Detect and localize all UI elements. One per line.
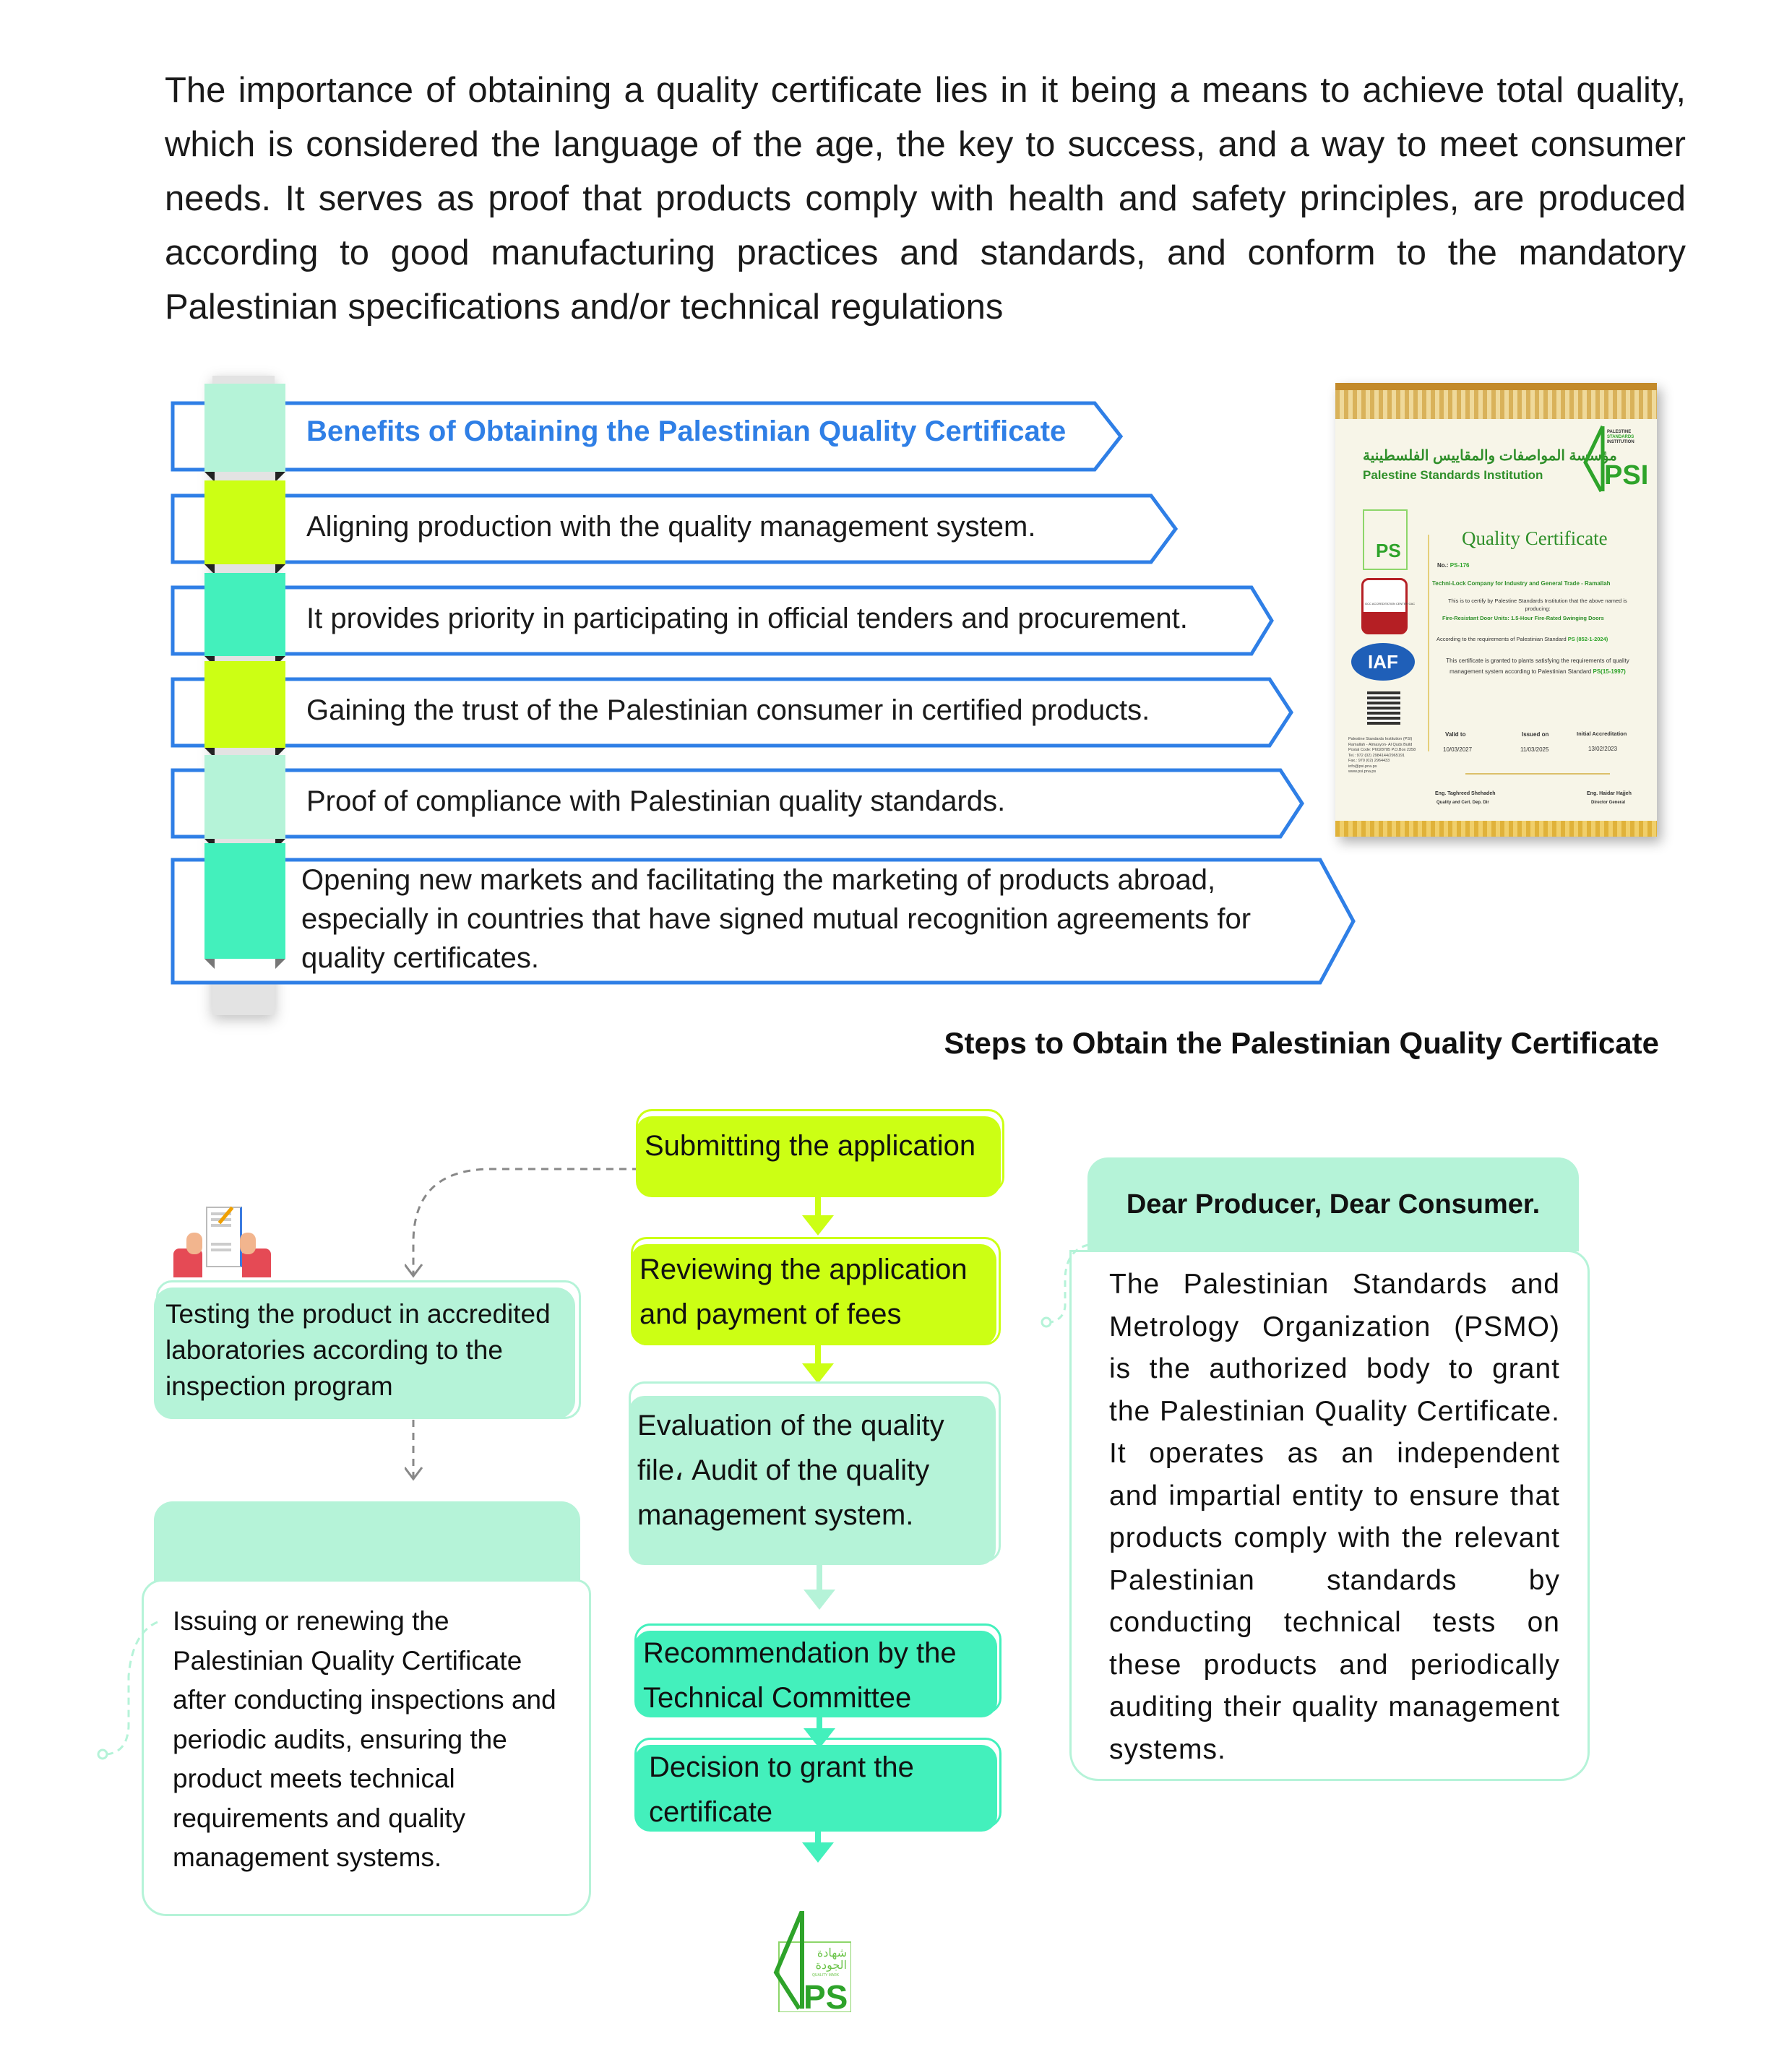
certificate-requirements: According to the requirements of Palestinian Standard PS (852-1-2024) (1436, 636, 1608, 642)
steps-title: Steps to Obtain the Palestinian Quality Certificate (944, 1026, 1659, 1060)
dear-producer-body: The Palestinian Standards and Metrology Organization (PSMO) is the authorized body to grant the Palestinian Quality Certificate. It operates as an independent and impartial entity to ensure that products comply with the relevant Palestinian standards by conducting technical tests on these products and periodically auditing their quality management systems. (1069, 1250, 1590, 1781)
benefit-label: Gaining the trust of the Palestinian consumer in certified products. (306, 694, 1150, 726)
certificate-bottom-border (1335, 821, 1657, 837)
certificate-company: Techni-Lock Company for Industry and General Trade - Ramallah (1432, 580, 1611, 587)
issuing-step: Issuing or renewing the Palestinian Quality Certificate after conducting inspections and periodic audits, ensuring the product meets technical requirements and quality management systems. (142, 1579, 591, 1916)
benefit-label: Opening new markets and facilitating the marketing of products abroad, especially in countries that have signed mutual recognition agreements for quality certificates. (301, 864, 1252, 974)
initial-accreditation-label: Initial Accreditation (1577, 730, 1627, 737)
psi-logo-text: PSI (1604, 460, 1649, 491)
flow-arrow-down-icon (802, 1842, 834, 1863)
psi-logo-lines: PALESTINE STANDARDS INSTITUTION (1607, 430, 1634, 444)
benefit-label: Proof of compliance with Palestinian quality standards. (306, 785, 1006, 817)
step-technical-committee: Recommendation by the Technical Committee (634, 1631, 997, 1717)
certificate-granted-text: This certificate is granted to plants satisfying the requirements of quality management system according to Palestinian Standard PS(15-1997) (1446, 657, 1629, 675)
dashed-connector (405, 1420, 426, 1485)
gac-badge (1361, 578, 1416, 634)
issued-on-label: Issued on (1522, 731, 1549, 738)
benefits-title: Benefits of Obtaining the Palestinian Quality Certificate (306, 415, 1067, 447)
ribbon-tab (204, 661, 285, 748)
flow-arrow-stem (817, 1565, 822, 1592)
certificate-certify-text: This is to certify by Palestine Standards Institution that the above named is producing: (1448, 598, 1627, 612)
ps-quality-logo (1363, 509, 1408, 570)
dear-producer-header: Dear Producer, Dear Consumer. (1087, 1157, 1579, 1251)
certificate-divider (1428, 535, 1429, 751)
signatory-1-name: Eng. Taghreed Shehadeh (1435, 791, 1496, 796)
testing-step: Testing the product in accredited laboratories according to the inspection program (154, 1288, 575, 1419)
dashed-connector (405, 1156, 643, 1279)
org-name-english: Palestine Standards Institution (1363, 468, 1543, 482)
flow-arrow-down-icon (802, 1215, 834, 1235)
quality-certificate-image (1335, 383, 1657, 837)
dashed-curl-connector (1038, 1241, 1095, 1328)
flow-arrow-down-icon (804, 1590, 835, 1610)
ribbon-tab (204, 755, 285, 839)
signatory-2-name: Eng. Haidar Hajjeh (1587, 791, 1632, 796)
psi-logo (1581, 423, 1649, 495)
certificate-top-border (1335, 383, 1657, 419)
signatory-1-title: Quality and Cert. Dep. Dir (1436, 801, 1489, 805)
document-hands-illustration (173, 1205, 275, 1277)
ornament-divider (1465, 773, 1610, 775)
benefit-label: It provides priority in participating in official tenders and procurement. (306, 603, 1188, 634)
certificate-title: Quality Certificate (1462, 527, 1608, 549)
initial-accreditation-value: 13/02/2023 (1588, 746, 1618, 752)
org-name-arabic: مؤسسة المواصفات والمقاييس الفلسطينية (1363, 448, 1617, 464)
ribbon-tab (204, 480, 285, 564)
intro-paragraph: The importance of obtaining a quality certificate lies in it being a means to achieve total quality, which is considered the language of the age, the key to success, and a way to meet consumer needs. It serves as proof that products comply with health and safety principles, are produced according to good manufacturing practices and standards, and conform to the mandatory Palestinian specifications and/or technical regulations (165, 71, 1686, 327)
gac-badge-text: GCC ACCREDITATION CENTER GAC (1365, 602, 1416, 605)
certificate-product: Fire-Resistant Door Units: 1.5-Hour Fire-Rated Swinging Doors (1442, 615, 1604, 621)
quality-mark-english: QUALITY MARK (812, 1973, 840, 1978)
step-submitting-application: Submitting the application (636, 1116, 1001, 1197)
valid-to-label: Valid to (1445, 731, 1466, 738)
ribbon-tab (204, 573, 285, 656)
step-evaluation-audit: Evaluation of the quality file، Audit of the quality management system. (629, 1396, 996, 1565)
benefit-label: Aligning production with the quality management system. (306, 511, 1036, 543)
step-decision-grant: Decision to grant the certificate (634, 1745, 997, 1832)
issued-on-value: 11/03/2025 (1520, 746, 1549, 753)
signatory-2-title: Director General (1591, 801, 1626, 805)
certificate-address: Palestine Standards Institution (PSI) Ramallah - Almasyon- Al Quds Build Postal Code: P6028785 P.O.Box 2258 Tel.: 972 (02) 2984144/2965191 Fax.: 970 (02) 2964433 info@psi.pna.ps www.psi.pna.ps (1348, 737, 1416, 774)
qr-code-icon (1367, 691, 1400, 725)
flow-arrow-down-icon (802, 1363, 834, 1384)
issuing-box-header (154, 1501, 580, 1581)
ribbon-tab (204, 384, 285, 472)
iaf-badge: IAF (1351, 643, 1415, 681)
dashed-curl-connector (92, 1618, 161, 1763)
certificate-number: No.: PS-176 (1437, 562, 1470, 569)
quality-mark-logo (772, 1911, 851, 2016)
ribbon-tab (204, 843, 285, 959)
valid-to-value: 10/03/2027 (1443, 746, 1473, 753)
quality-mark-arabic: شهادة الجودة (815, 1947, 847, 1972)
step-reviewing-application: Reviewing the application and payment of fees (631, 1244, 996, 1345)
quality-mark-text: PS (804, 1978, 848, 2016)
ps-logo-text: PS (1376, 540, 1401, 561)
